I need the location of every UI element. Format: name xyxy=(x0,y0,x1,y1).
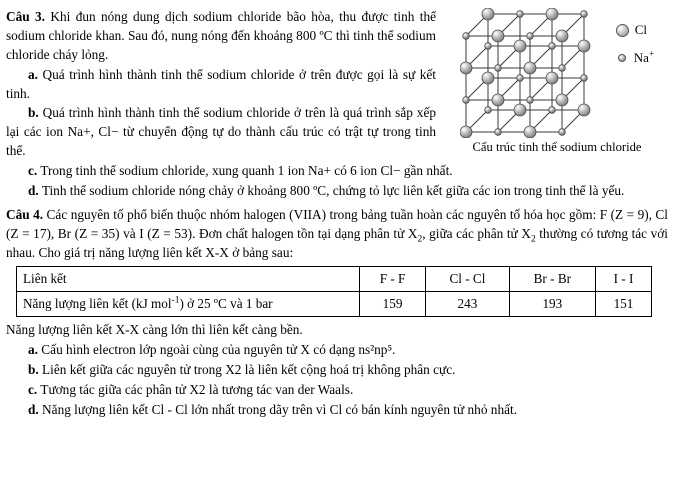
option-d-label: d. xyxy=(28,401,39,417)
table-row-header-energy: Năng lượng liên kết (kJ mol$^{-1}$) ở 25 ºC và 1 bar xyxy=(17,292,360,317)
table-cell-value-2: 193 xyxy=(509,292,595,317)
table-cell-value-0: 159 xyxy=(360,292,426,317)
question-4-stem-part3: thường có tương tác với nhau. Cho giá trị năng lượng liên kết X-X ở bảng sau: xyxy=(6,225,669,260)
question-4-option-c xyxy=(6,381,668,400)
question-4-option-d xyxy=(6,401,668,420)
option-d-text: Tinh thể sodium chloride nóng chảy ở khoảng 800 ºC, chứng tỏ lực liên kết giữa các ion trong tinh thể là yếu. xyxy=(38,182,625,198)
question-3-stem-text: Khi đun nóng dung dịch sodium chloride bão hòa, thu được tinh thể sodium chloride khan. Sau đó, nung nóng đến khoảng 800 ºC thì tinh thể sodium chloride cháy lỏng. xyxy=(6,9,436,62)
option-a-text: Cấu hình electron lớp ngoài cùng của nguyên tử X có dạng ns²np⁵. xyxy=(37,342,396,358)
option-c-text: Tương tác giữa các phân tử X2 là tương tác van der Waals. xyxy=(37,382,354,397)
question-3-block xyxy=(0,0,676,201)
question-3-option-d xyxy=(6,182,668,201)
option-d-label: d. xyxy=(28,182,39,198)
table-cell-bond-0: F - F xyxy=(360,267,426,292)
option-b-text: Quá trình hình thành tinh thể sodium chloride ở trên là quá trình sắp xếp lại các ion Na+, Cl− từ chuyển động tự do thành cấu trúc có trật tự trong tinh thể. xyxy=(6,105,436,159)
question-4-block xyxy=(0,202,676,420)
option-b-text: Liên kết giữa các nguyên tử trong X2 là liên kết cộng hoá trị không phân cực. xyxy=(38,362,456,378)
lattice-diagram-wrap xyxy=(446,8,668,138)
legend-item-cl xyxy=(616,22,654,38)
legend-label-na: Na+ xyxy=(633,49,655,65)
figure-sodium-chloride-lattice xyxy=(446,8,668,155)
question-4-label: Câu 4. xyxy=(6,206,44,222)
table-cell-bond-2: Br - Br xyxy=(509,267,595,292)
option-a-label: a. xyxy=(28,342,38,358)
table-cell-value-3: 151 xyxy=(595,292,651,317)
table-cell-value-1: 243 xyxy=(426,292,510,317)
question-4-option-b xyxy=(6,361,668,380)
option-d-text: Năng lượng liên kết Cl - Cl lớn nhất trong dãy trên vì Cl có bán kính nguyên tử nhỏ nhất. xyxy=(38,401,518,417)
figure-caption: Cấu trúc tinh thể sodium chloride xyxy=(472,140,642,154)
option-b-label: b. xyxy=(28,362,39,378)
legend-label-cl: Cl xyxy=(634,22,648,37)
table-cell-bond-3: I - I xyxy=(595,267,651,292)
chloride-ion-icon xyxy=(616,24,629,37)
question-4-sub2: 2 xyxy=(530,233,536,245)
question-4-note: Năng lượng liên kết X-X càng lớn thì liên kết càng bền. xyxy=(6,322,303,338)
question-4-stem xyxy=(6,206,668,263)
nacl-lattice-svg xyxy=(460,8,612,138)
question-4-stem-part1: Các nguyên tố phổ biến thuộc nhóm halogen (VIIA) trong bảng tuần hoàn các nguyên tố hóa học gồm: F (Z = 9), Cl (Z = 17), Br (Z = 35) và I (Z = 53). Đơn chất halogen tồn tại dạng phân tử X xyxy=(6,206,668,241)
question-3-label: Câu 3. xyxy=(6,9,45,24)
option-a-text: Quá trình hình thành tinh thể sodium chloride ở trên được gọi là sự kết tinh. xyxy=(6,66,436,101)
table-row xyxy=(17,267,652,292)
table-cell-bond-1: Cl - Cl xyxy=(426,267,510,292)
sodium-ion-icon xyxy=(618,54,626,62)
table-row-header-bond: Liên kết xyxy=(17,267,360,292)
question-4-options xyxy=(6,341,668,420)
option-b-label: b. xyxy=(28,105,39,121)
option-c-label: c. xyxy=(28,382,38,397)
option-a-label: a. xyxy=(28,66,38,82)
question-4-sub1: 2 xyxy=(417,233,423,245)
option-c-text: Trong tinh thể sodium chloride, xung quanh 1 ion Na+ có 6 ion Cl− gần nhất. xyxy=(37,163,453,178)
question-3-option-c xyxy=(6,162,668,181)
bond-energy-table xyxy=(16,266,652,317)
legend-item-na xyxy=(616,50,654,66)
table-row xyxy=(17,292,652,317)
question-4-option-a xyxy=(6,341,668,360)
figure-legend xyxy=(616,8,654,78)
question-4-stem-part2: , giữa các phân tử X xyxy=(422,225,531,241)
option-c-label: c. xyxy=(28,163,38,178)
